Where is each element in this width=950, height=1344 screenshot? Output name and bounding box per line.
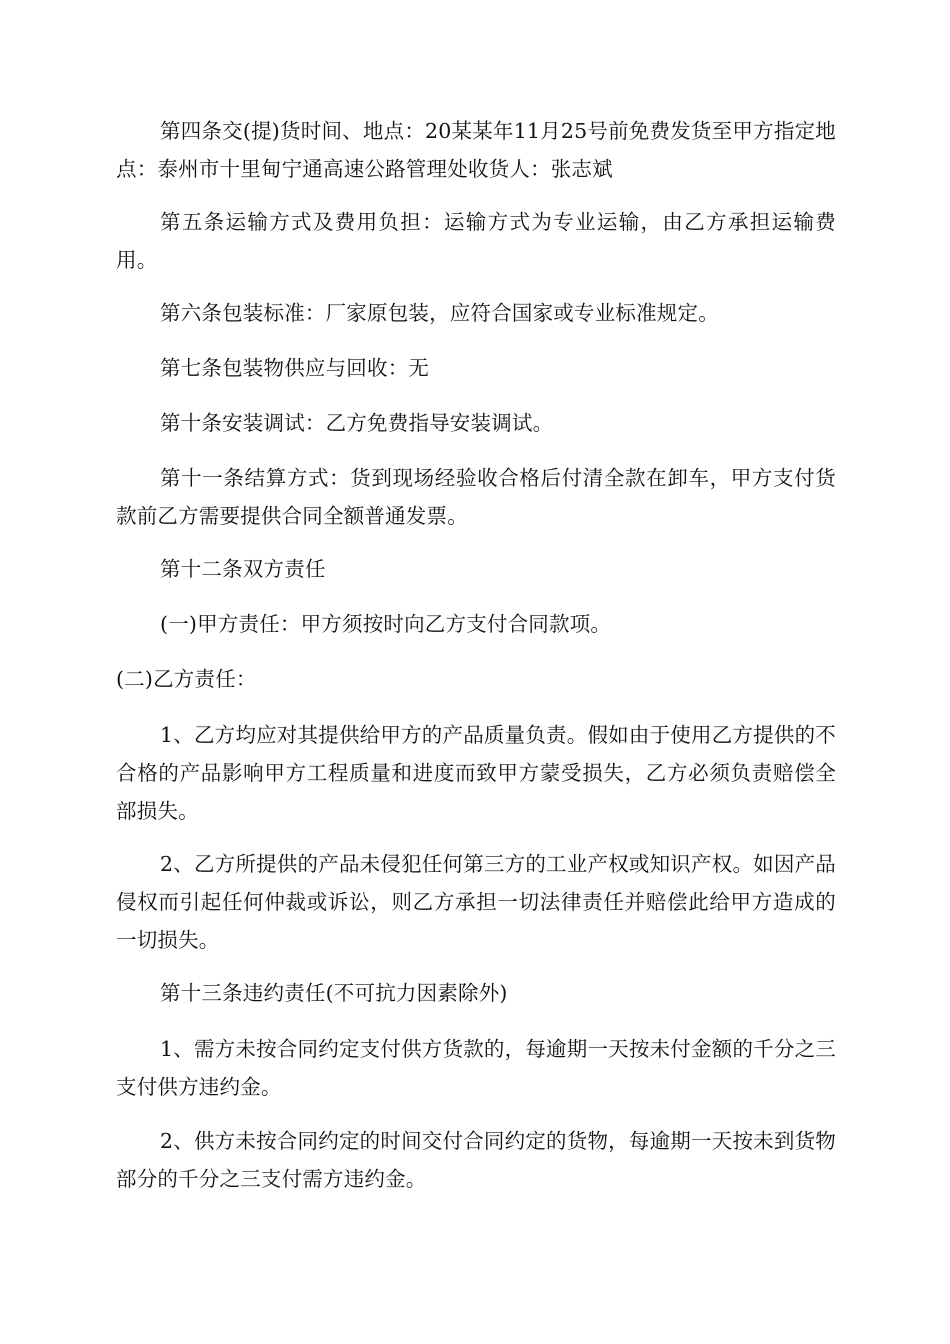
clause-11-settlement: 第十一条结算方式：货到现场经验收合格后付清全款在卸车，甲方支付货款前乙方需要提供合同全额普通发票。 [116, 466, 836, 528]
clause-5-transport: 第五条运输方式及费用负担：运输方式为专业运输，由乙方承担运输费用。 [116, 210, 836, 272]
clause-12-party-b-item-1: 1、乙方均应对其提供给甲方的产品质量负责。假如由于使用乙方提供的不合格的产品影响甲方工程质量和进度而致甲方蒙受损失，乙方必须负责赔偿全部损失。 [116, 723, 836, 823]
clause-13-item-2: 2、供方未按合同约定的时间交付合同约定的货物，每逾期一天按未到货物部分的千分之三支付需方违约金。 [116, 1129, 836, 1191]
clause-13-item-1: 1、需方未按合同约定支付供方货款的，每逾期一天按未付金额的千分之三支付供方违约金。 [116, 1037, 836, 1099]
clause-12-heading: 第十二条双方责任 [160, 557, 326, 581]
clause-7-packaging-supply: 第七条包装物供应与回收：无 [160, 356, 430, 380]
clause-12-party-a: (一)甲方责任：甲方须按时向乙方支付合同款项。 [160, 612, 612, 636]
clause-6-packaging: 第六条包装标准：厂家原包装，应符合国家或专业标准规定。 [160, 301, 719, 325]
clause-13-heading: 第十三条违约责任(不可抗力因素除外) [160, 981, 508, 1005]
clause-12-party-b-item-2: 2、乙方所提供的产品未侵犯任何第三方的工业产权或知识产权。如因产品侵权而引起任何仲裁或诉讼，则乙方承担一切法律责任并赔偿此给甲方造成的一切损失。 [116, 852, 836, 952]
clause-12-party-b-heading: (二)乙方责任： [116, 667, 257, 691]
clause-10-installation: 第十条安装调试：乙方免费指导安装调试。 [160, 411, 554, 435]
clause-4-delivery: 第四条交(提)货时间、地点：20某某年11月25号前免费发货至甲方指定地点：泰州市十里甸宁通高速公路管理处收货人：张志斌 [116, 119, 836, 181]
